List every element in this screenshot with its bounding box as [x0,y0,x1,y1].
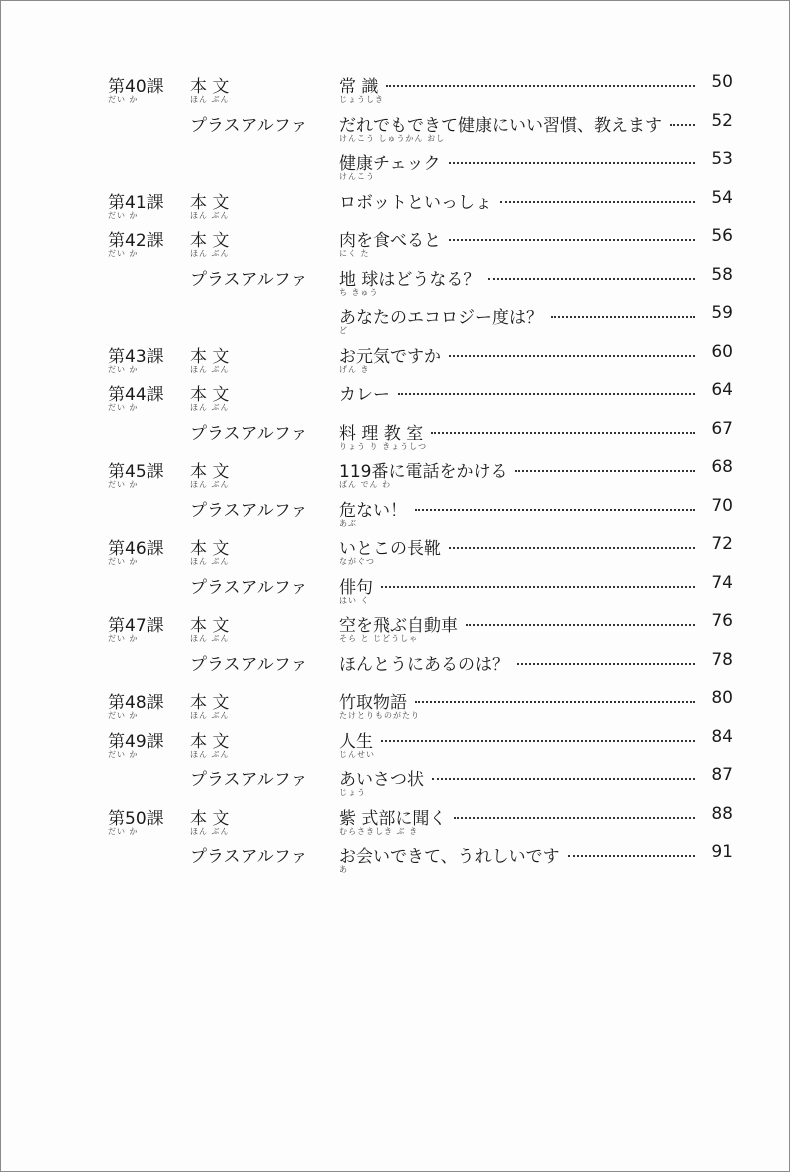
toc-row [1,639,790,678]
toc-row [1,254,790,297]
section-type: プラスアルファ [190,115,308,136]
title-ruby: あぶ [339,518,357,528]
entry-title: 人生 [339,731,373,752]
section-type-ruby: ほん ぶん [190,826,230,836]
entry-title: 常 識 [339,77,379,97]
page-number: 53 [711,149,733,169]
toc-entry [339,765,733,790]
lesson-ruby: だい か [108,480,139,489]
dot-leader [515,470,695,472]
entry-title: あいさつ状 [339,770,424,790]
toc-row [1,562,790,605]
section-type-ruby: ほん ぶん [190,749,230,759]
lesson-ruby: だい か [108,749,139,759]
title-ruby: はい く [339,595,370,605]
entry-title: いとこの長靴 [339,539,441,559]
lesson-ruby: だい か [108,249,139,258]
page-number: 64 [711,380,733,400]
title-ruby: げん き [339,364,370,374]
toc-entry [339,303,733,328]
page-number: 91 [711,842,733,862]
section-type: プラスアルファ [190,423,308,444]
toc-entry [339,727,733,752]
toc-row [1,215,790,258]
lesson-number: 第40課 [108,77,164,97]
page-number: 78 [711,649,733,670]
title-ruby: じょう [339,788,366,797]
dot-leader [386,85,695,87]
dot-leader [551,316,695,318]
entry-title: 料 理 教 室 [339,423,424,444]
page-number: 50 [711,72,733,92]
dot-leader [449,239,695,241]
dot-leader [415,701,695,703]
entry-title: あなたのエコロジー度は？ [339,308,543,328]
section-type: 本 文 [190,231,230,251]
toc-entry [339,149,733,174]
entry-title: 地 球はどうなる？ [339,269,481,290]
dot-leader [670,124,695,126]
title-ruby: たけとりものがたり [339,711,420,720]
section-type: 本 文 [190,385,230,405]
dot-leader [449,547,695,549]
section-type: 本 文 [190,462,230,482]
page-number: 70 [711,495,733,516]
toc-row [1,408,790,451]
section-type-ruby: ほん ぶん [190,95,230,104]
lesson-ruby: だい か [108,364,139,374]
section-type-ruby: ほん ぶん [190,711,230,720]
page-number: 54 [711,187,733,208]
page-number: 80 [711,688,733,708]
title-ruby: ど [339,326,348,335]
entry-title: 俳句 [339,577,373,598]
entry-title: だれでもできて健康にいい習慣、教えます [339,115,662,136]
table-of-contents [1,61,790,874]
title-ruby: けんこう しゅうかん おし [339,133,446,143]
toc-row [1,138,790,181]
section-type: プラスアルファ [190,577,308,598]
toc-row [1,100,790,143]
entry-title: 健康チェック [339,154,441,174]
section-type: プラスアルファ [190,847,308,867]
dot-leader [488,278,695,280]
lesson-ruby: だい か [108,403,139,412]
entry-title: 空を飛ぶ自動車 [339,616,458,636]
page-number: 58 [711,264,733,285]
toc-entry [339,226,733,251]
entry-title: カレー [339,385,390,405]
page-number: 72 [711,534,733,554]
toc-row [1,61,790,104]
lesson-number: 第50課 [108,808,164,829]
dot-leader [568,855,695,857]
section-type-ruby: ほん ぶん [190,480,230,489]
section-type: プラスアルファ [190,770,308,790]
toc-row [1,677,790,720]
lesson-number: 第48課 [108,693,164,713]
title-ruby: そら と じどうしゃ [339,634,419,643]
title-ruby: あ [339,865,348,874]
title-ruby: りょう り きょうしつ [339,441,428,451]
dot-leader [381,586,695,588]
title-ruby: ち きゅう [339,287,379,297]
title-ruby: ばん でん わ [339,480,392,489]
entry-title: 119番に電話をかける [339,462,508,482]
lesson-ruby: だい か [108,634,139,643]
lesson-ruby: だい か [108,711,139,720]
dot-leader [449,355,695,357]
lesson-number: 第47課 [108,616,164,636]
page-number: 67 [711,418,733,439]
lesson-ruby: だい か [108,826,139,836]
title-ruby: じんせい [339,749,375,759]
toc-entry [339,842,733,867]
title-ruby: ながぐつ [339,557,375,566]
entry-title: 竹取物語 [339,693,407,713]
page-number: 87 [711,765,733,785]
section-type: 本 文 [190,77,230,97]
section-type-ruby: ほん ぶん [190,557,230,566]
toc-row [1,177,790,220]
page-number: 84 [711,726,733,747]
page-number: 68 [711,457,733,477]
toc-entry [339,534,733,559]
toc-entry [339,380,733,405]
entry-title: ほんとうにあるのは？ [339,654,509,675]
toc-entry [339,342,733,367]
section-type-ruby: ほん ぶん [190,249,230,258]
dot-leader [381,740,695,742]
entry-title: お会いできて、うれしいです [339,847,560,867]
toc-row [1,793,790,836]
toc-entry [339,188,733,213]
dot-leader [398,393,695,395]
page-number: 76 [711,611,733,631]
lesson-ruby: だい か [108,210,139,220]
section-type: 本 文 [190,346,230,367]
toc-entry [339,573,733,598]
section-type: 本 文 [190,539,230,559]
section-type-ruby: ほん ぶん [190,364,230,374]
page-number: 60 [711,341,733,362]
dot-leader [432,778,695,780]
section-type-ruby: ほん ぶん [190,634,230,643]
entry-title: 危ない！ [339,500,407,521]
dot-leader [454,817,695,819]
section-type: 本 文 [190,192,230,213]
lesson-number: 第42課 [108,231,164,251]
section-type: 本 文 [190,616,230,636]
toc-row [1,831,790,874]
toc-entry [339,265,733,290]
title-ruby: むらさきしき ぶ き [339,826,419,836]
dot-leader [415,509,695,511]
toc-row [1,754,790,797]
toc-row [1,446,790,489]
toc-row [1,523,790,566]
section-type: 本 文 [190,808,230,829]
section-type: プラスアルファ [190,654,308,675]
toc-entry [339,496,733,521]
toc-row [1,716,790,759]
toc-row [1,485,790,528]
lesson-number: 第49課 [108,731,164,752]
lesson-ruby: だい か [108,95,139,104]
lesson-number: 第45課 [108,462,164,482]
lesson-number: 第43課 [108,346,164,367]
toc-row [1,292,790,335]
section-type: 本 文 [190,693,230,713]
section-type-ruby: ほん ぶん [190,403,230,412]
entry-title: 紫 式部に聞く [339,808,447,829]
dot-leader [517,663,695,665]
page-number: 74 [711,572,733,593]
toc-entry [339,457,733,482]
title-ruby: にく た [339,249,370,258]
entry-title: 肉を食べると [339,231,441,251]
toc-row [1,369,790,412]
lesson-number: 第46課 [108,539,164,559]
page-number: 52 [711,110,733,131]
section-type: プラスアルファ [190,500,308,521]
lesson-number: 第44課 [108,385,164,405]
toc-entry [339,72,733,97]
title-ruby: けんこう [339,172,375,181]
lesson-number: 第41課 [108,192,164,213]
toc-entry [339,650,733,675]
page-number: 88 [711,803,733,824]
title-ruby: じょうしき [339,95,384,104]
page-number: 56 [711,226,733,246]
section-type: 本 文 [190,731,230,752]
dot-leader [431,432,695,434]
toc-row [1,331,790,374]
dot-leader [500,201,695,203]
section-type-ruby: ほん ぶん [190,210,230,220]
toc-row [1,600,790,643]
dot-leader [466,624,695,626]
entry-title: ロボットといっしょ [339,192,492,213]
lesson-ruby: だい か [108,557,139,566]
entry-title: お元気ですか [339,346,441,367]
dot-leader [449,162,696,164]
section-type: プラスアルファ [190,269,308,290]
page-number: 59 [711,303,733,323]
